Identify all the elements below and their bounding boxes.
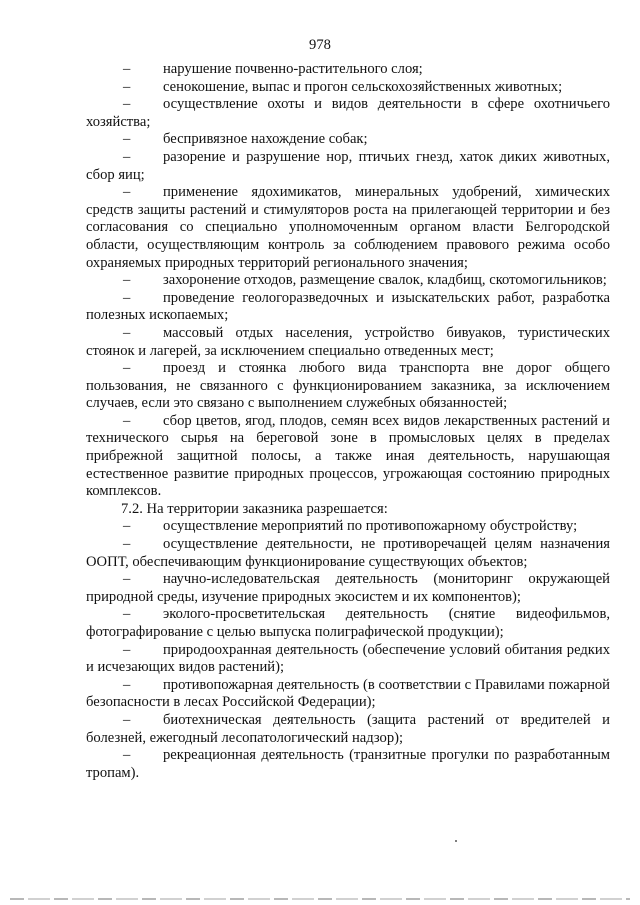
- list-item: [86, 571, 610, 606]
- scan-speck: [455, 840, 457, 842]
- list-item: [86, 360, 610, 413]
- list-dash: –: [123, 536, 131, 553]
- list-dash: –: [123, 131, 131, 148]
- list-item-text: массовый отдых населения, устройство бивуаков, туристических стоянок и лагерей, за исключением специально отведенных мест;: [86, 324, 610, 359]
- list-item: [86, 642, 610, 677]
- list-dash: –: [123, 676, 131, 693]
- list-item-text: научно-иследовательская деятельность (мониторинг окружающей природной среды, изучение природных экосистем и их компонентов);: [86, 571, 610, 605]
- list-item-text: разорение и разрушение нор, птичьих гнезд, хаток диких животных, сбор яиц;: [86, 148, 610, 183]
- scan-edge-artifact: [10, 898, 630, 900]
- list-dash: –: [123, 641, 131, 658]
- prohibited-list: [86, 61, 610, 501]
- list-item: [86, 131, 610, 149]
- list-dash: –: [123, 78, 131, 95]
- list-item: [86, 518, 610, 536]
- list-dash: –: [123, 571, 131, 588]
- list-item-text: сенокошение, выпас и прогон сельскохозяйственных животных;: [163, 78, 563, 95]
- list-item: [86, 606, 610, 641]
- list-item-text: эколого-просветительская деятельность (снятие видеофильмов, фотографирование с целью выпуска полиграфической продукции);: [86, 606, 610, 640]
- list-dash: –: [123, 518, 131, 535]
- list-item: [86, 677, 610, 712]
- list-item-text: природоохранная деятельность (обеспечение условий обитания редких и исчезающих видов растений);: [86, 641, 610, 676]
- list-item: [86, 712, 610, 747]
- list-item-text: проезд и стоянка любого вида транспорта вне дорог общего пользования, не связанного с функционированием заказника, за исключением случаев, если это связано с выполнением служебных обязанностей;: [86, 360, 610, 412]
- list-dash: –: [123, 412, 131, 429]
- list-dash: –: [123, 289, 131, 306]
- list-item-text: осуществление мероприятий по противопожарному обустройству;: [163, 518, 578, 535]
- list-dash: –: [123, 184, 131, 201]
- list-item: [86, 184, 610, 272]
- list-item: [86, 413, 610, 501]
- list-dash: –: [123, 606, 131, 623]
- list-item: [86, 61, 610, 79]
- list-dash: –: [123, 148, 131, 165]
- list-item-text: применение ядохимикатов, минеральных удобрений, химических средств защиты растений и стимуляторов роста на прилегающей территории и без согласования со специально уполномоченным органом власти Белгородской области, осуществляющим контроль за соблюдением правового режима особо охраняемых природных территорий регионального значения;: [86, 184, 610, 271]
- list-item: [86, 96, 610, 131]
- list-item-text: беспривязное нахождение собак;: [163, 131, 368, 148]
- list-item-text: биотехническая деятельность (защита растений от вредителей и болезней, ежегодный лесопатологический надзор);: [86, 711, 610, 746]
- list-dash: –: [123, 747, 131, 764]
- section-heading: 7.2. На территории заказника разрешается:: [121, 500, 388, 517]
- list-item-text: сбор цветов, ягод, плодов, семян всех видов лекарственных растений и технического сырья на береговой зоне в промысловых целях в пределах прибрежной защитной полосы, а также иная деятельность, нарушающая естественное развитие природных процессов, угрожающая состоянию природных комплексов.: [86, 412, 610, 500]
- list-item-text: осуществление деятельности, не противоречащей целям назначения ООПТ, обеспечивающим функционирование существующих объектов;: [86, 536, 610, 570]
- list-item-text: противопожарная деятельность (в соответствии с Правилами пожарной безопасности в лесах Российской Федерации);: [86, 676, 610, 711]
- list-dash: –: [123, 360, 131, 377]
- list-dash: –: [123, 61, 131, 77]
- list-item: [86, 290, 610, 325]
- list-item: [86, 272, 610, 290]
- list-item-text: осуществление охоты и видов деятельности в сфере охотничьего хозяйства;: [86, 96, 610, 130]
- list-dash: –: [123, 711, 131, 728]
- list-item: [86, 536, 610, 571]
- page-number: 978: [309, 37, 331, 53]
- permitted-list: [86, 518, 610, 782]
- list-dash: –: [123, 96, 131, 113]
- list-item-text: нарушение почвенно-растительного слоя;: [163, 61, 423, 77]
- document-body: [86, 61, 610, 782]
- list-item: [86, 79, 610, 97]
- list-item-text: рекреационная деятельность (транзитные прогулки по разработанным тропам).: [86, 747, 610, 781]
- list-dash: –: [123, 272, 131, 289]
- list-dash: –: [123, 324, 131, 341]
- list-item: [86, 747, 610, 782]
- list-item: [86, 325, 610, 360]
- list-item-text: проведение геологоразведочных и изыскательских работ, разработка полезных ископаемых;: [86, 289, 610, 324]
- list-item: [86, 149, 610, 184]
- list-item-text: захоронение отходов, размещение свалок, кладбищ, скотомогильников;: [163, 272, 607, 289]
